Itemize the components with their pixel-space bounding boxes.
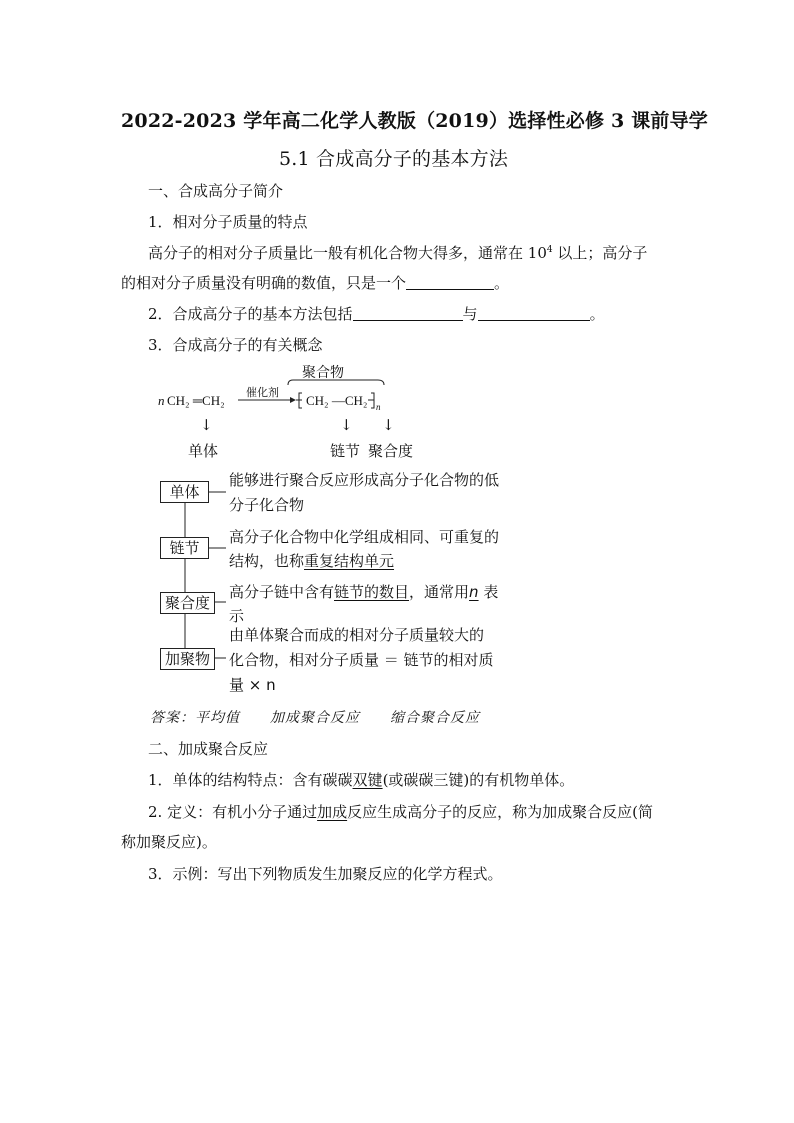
reactant-formula: CH₂ ═CH₂: [167, 393, 225, 408]
polymerization-diagram: [150, 362, 430, 462]
item-underlined-text: 双键: [352, 771, 383, 789]
concept-term-monomer: 单体: [160, 481, 209, 503]
section1-heading: 一、合成高分子简介: [148, 182, 284, 200]
item-text: 。: [589, 305, 605, 323]
degree-label: 聚合度: [368, 442, 414, 460]
section2-heading: 二、加成聚合反应: [148, 740, 269, 758]
paragraph-text: 的相对分子质量没有明确的数值，只是一个: [121, 274, 407, 292]
concept-addition-polymer-line3: 量 × n: [229, 676, 276, 694]
section2-item1: [148, 769, 574, 790]
section1-item2: [148, 303, 605, 324]
reactant-coefficient: n: [158, 393, 165, 408]
paragraph-text: 高分子的相对分子质量比一般有机化合物大得多，通常在 10: [148, 244, 547, 262]
item-text: 2．合成高分子的基本方法包括: [148, 305, 353, 323]
arrow-down-icon: ↓: [200, 416, 213, 434]
arrow-down-icon: ↓: [340, 416, 353, 434]
product-formula: CH₂ —CH₂: [306, 393, 368, 408]
item-text: 1．单体的结构特点：含有碳碳: [148, 771, 353, 789]
catalyst-label: 催化剂: [246, 387, 279, 399]
answer-line: 答案：平均值 加成聚合反应 缩合聚合反应: [150, 710, 480, 726]
concept-addition-polymer-line1: 由单体聚合而成的相对分子质量较大的: [229, 626, 485, 644]
item-text: 与: [462, 305, 478, 323]
concept-text: 结构，也称: [229, 552, 305, 570]
exponent: 4: [546, 245, 553, 255]
section2-item2-line2: 称加聚反应)。: [121, 833, 217, 851]
polymer-label: 聚合物: [302, 365, 344, 381]
document-title-line1: 2022-2023 学年高二化学人教版（2019）选择性必修 3 课前导学: [121, 110, 708, 132]
section1-item1-paragraph-line1: [148, 242, 647, 263]
section1-item1-paragraph-line2: [121, 272, 509, 293]
concept-chain-unit-line2: [229, 550, 394, 571]
concept-term-degree: 聚合度: [160, 592, 215, 614]
fill-blank-2[interactable]: [353, 306, 463, 321]
concept-text: ，通常用: [409, 583, 470, 601]
paragraph-text: 以上；高分子: [552, 244, 648, 262]
section1-item3-heading: 3．合成高分子的有关概念: [148, 336, 323, 354]
concept-underlined-text: 重复结构单元: [304, 552, 395, 570]
concept-monomer-line1: 能够进行聚合反应形成高分子化合物的低: [229, 471, 500, 489]
concept-underlined-text: 链节的数目: [334, 583, 410, 601]
fill-blank-1[interactable]: [406, 275, 494, 290]
concept-text: 表: [478, 583, 499, 601]
concept-degree-line2: 示: [229, 607, 245, 625]
section2-item3: 3．示例：写出下列物质发生加聚反应的化学方程式。: [148, 865, 503, 883]
degree-subscript: n: [376, 402, 381, 412]
item-underlined-text: 加成: [317, 803, 348, 821]
concept-monomer-line2: 分子化合物: [229, 496, 305, 514]
section2-item2-line1: [148, 801, 653, 822]
concept-underlined-text: n: [469, 583, 479, 601]
concept-degree-line1: [229, 581, 498, 602]
document-title-line2: 5.1 合成高分子的基本方法: [279, 148, 509, 170]
chain-unit-label: 链节: [330, 442, 361, 460]
fill-blank-3[interactable]: [478, 306, 590, 321]
section1-item1-heading: 1．相对分子质量的特点: [148, 213, 308, 231]
item-text: 2. 定义：有机小分子通过: [148, 803, 318, 821]
concept-chain-unit-line1: 高分子化合物中化学组成相同、可重复的: [229, 528, 500, 546]
concept-term-addition-polymer: 加聚物: [160, 648, 215, 670]
paragraph-text: 。: [494, 274, 510, 292]
monomer-label: 单体: [188, 442, 219, 460]
concept-addition-polymer-line2: 化合物，相对分子质量 ＝ 链节的相对质: [229, 651, 494, 669]
concept-term-chain-unit: 链节: [160, 537, 209, 559]
concept-text: 高分子链中含有: [229, 583, 335, 601]
arrow-down-icon: ↓: [382, 416, 395, 434]
item-text: 反应生成高分子的反应，称为加成聚合反应(简: [347, 803, 653, 821]
item-text: (或碳碳三键)的有机物单体。: [382, 771, 575, 789]
